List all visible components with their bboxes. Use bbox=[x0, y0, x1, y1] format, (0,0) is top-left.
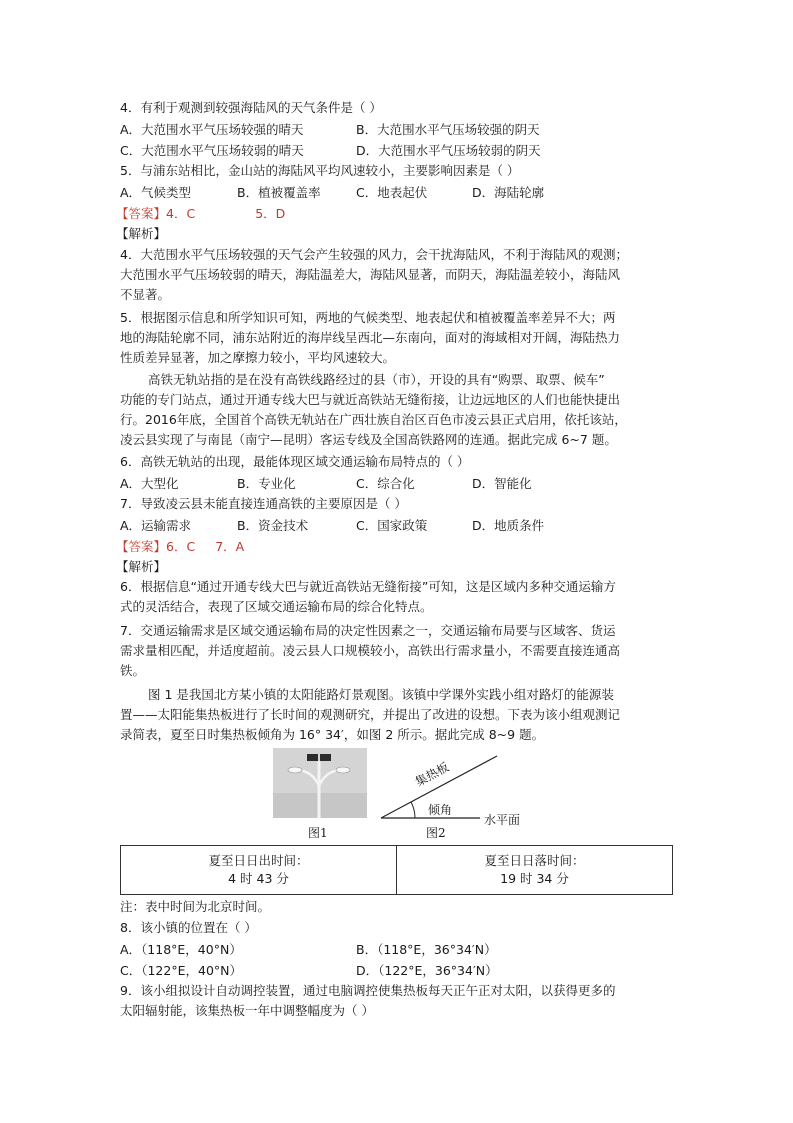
q7-option-b: B．资金技术 bbox=[237, 518, 309, 533]
explanation-7-line2: 需求量相匹配，并适度超前。凌云县人口规模较小，高铁出行需求量小，不需要直接连通高 bbox=[120, 643, 621, 658]
q5-option-c: C．地表起伏 bbox=[356, 185, 428, 200]
question-9-line1: 9．该小组拟设计自动调控装置，通过电脑调控使集热板每天正午正对太阳，以获得更多的 bbox=[120, 983, 616, 998]
q4-option-b: B．大范围水平气压场较强的阴天 bbox=[356, 122, 540, 137]
q6-option-b: B．专业化 bbox=[237, 476, 296, 491]
explanation-4-line1: 4．大范围水平气压场较强的天气会产生较强的风力，会干扰海陆风，不利于海陆风的观测； bbox=[120, 247, 628, 262]
explanation-6-line2: 式的灵活结合，表现了区域交通运输布局的综合化特点。 bbox=[120, 599, 433, 614]
passage-2-line2: 功能的专门站点，通过开通专线大巴与就近高铁站无缝衔接，让边远地区的人们也能快捷出 bbox=[120, 392, 621, 407]
explanation-7-line1: 7．交通运输需求是区域交通运输布局的决定性因素之一，交通运输布局要与区域客、货运 bbox=[120, 623, 616, 638]
panel-label: 集热板 bbox=[412, 759, 452, 790]
sunset-value: 19 时 34 分 bbox=[500, 871, 569, 886]
q8-option-d: D．（122°E，36°34′N） bbox=[356, 963, 498, 978]
angle-label: 倾角 bbox=[428, 803, 453, 817]
passage-2-line1: 高铁无轨站指的是在没有高铁线路经过的县（市），开设的具有“购票、取票、候车” bbox=[148, 372, 605, 387]
solar-streetlamp-photo bbox=[273, 748, 367, 818]
q6-option-c: C．综合化 bbox=[356, 476, 415, 491]
streetlamp-image bbox=[273, 748, 367, 818]
explanation-6-line1: 6．根据信息“通过开通专线大巴与就近高铁站无缝衔接”可知，这是区域内多种交通运输方 bbox=[120, 579, 616, 594]
question-7-stem: 7．导致凌云县未能直接连通高铁的主要原因是（ ） bbox=[120, 496, 407, 511]
analysis-label-2: 【解析】 bbox=[116, 559, 167, 574]
explanation-5-line3: 性质差异显著，加之摩擦力较小，平均风速较大。 bbox=[120, 350, 396, 365]
q5-option-d: D．海陆轮廓 bbox=[472, 185, 545, 200]
passage-2-line3: 行。2016年底，全国首个高铁无轨站在广西壮族自治区百色市凌云县正式启用，依托该站， bbox=[120, 412, 627, 427]
figure-1-caption: 图1 bbox=[308, 826, 328, 840]
angle-arc bbox=[411, 802, 415, 818]
analysis-label: 【解析】 bbox=[116, 226, 167, 241]
q5-option-a: A．气候类型 bbox=[120, 185, 192, 200]
answer-6-7: 【答案】6．C 7．A bbox=[116, 539, 245, 554]
horizontal-plane-label: 水平面 bbox=[484, 813, 521, 827]
passage-2-line4: 凌云县实现了与南昆（南宁—昆明）客运专线及全国高铁路网的连通。据此完成 6~7 题。 bbox=[120, 432, 617, 447]
q5-option-b: B．植被覆盖率 bbox=[237, 185, 321, 200]
sunset-cell bbox=[397, 846, 673, 895]
question-4-stem: 4．有利于观测到较强海陆风的天气条件是（ ） bbox=[120, 100, 382, 115]
passage-3-line3: 录简表，夏至日时集热板倾角为 16° 34′，如图 2 所示。据此完成 8~9 题。 bbox=[120, 727, 545, 742]
q4-option-a: A．大范围水平气压场较强的晴天 bbox=[120, 122, 304, 137]
sunrise-value: 4 时 43 分 bbox=[228, 871, 289, 886]
question-6-stem: 6．高铁无轨站的出现，最能体现区域交通运输布局特点的（ ） bbox=[120, 454, 470, 469]
question-5-stem: 5．与浦东站相比，金山站的海陆风平均风速较小，主要影响因素是（ ） bbox=[120, 163, 520, 178]
passage-3-line1: 图 1 是我国北方某小镇的太阳能路灯景观图。该镇中学课外实践小组对路灯的能源装 bbox=[148, 687, 614, 702]
q7-option-c: C．国家政策 bbox=[356, 518, 428, 533]
q6-option-a: A．大型化 bbox=[120, 476, 179, 491]
q7-option-a: A．运输需求 bbox=[120, 518, 192, 533]
q6-option-d: D．智能化 bbox=[472, 476, 532, 491]
q4-option-d: D．大范围水平气压场较弱的阴天 bbox=[356, 143, 541, 158]
explanation-5-line2: 地的海陆轮廓不同，浦东站附近的海岸线呈西北—东南向，面对的海域相对开阔，海陆热力 bbox=[120, 330, 621, 345]
table-row bbox=[121, 846, 673, 895]
q8-option-a: A．（118°E，40°N） bbox=[120, 942, 242, 957]
figure-2-caption: 图2 bbox=[426, 826, 446, 840]
table-note: 注：表中时间为北京时间。 bbox=[120, 899, 271, 914]
q7-option-d: D．地质条件 bbox=[472, 518, 545, 533]
explanation-4-line2: 大范围水平气压场较弱的晴天，海陆温差大，海陆风显著，而阴天，海陆温差较小，海陆风 bbox=[120, 267, 621, 282]
q8-option-c: C．（122°E，40°N） bbox=[120, 963, 242, 978]
sunrise-label: 夏至日日出时间： bbox=[208, 853, 309, 868]
q8-option-b: B．（118°E，36°34′N） bbox=[356, 942, 497, 957]
explanation-5-line1: 5．根据图示信息和所学知识可知，两地的气候类型、地表起伏和植被覆盖率差异不大；两 bbox=[120, 310, 616, 325]
passage-3-line2: 置——太阳能集热板进行了长时间的观测研究，并提出了改进的设想。下表为该小组观测记 bbox=[120, 707, 621, 722]
question-8-stem: 8．该小镇的位置在（ ） bbox=[120, 920, 257, 935]
answer-4-5: 【答案】4．C 5．D bbox=[116, 206, 286, 221]
q4-option-c: C．大范围水平气压场较弱的晴天 bbox=[120, 143, 304, 158]
observation-table bbox=[120, 845, 673, 895]
sunrise-cell bbox=[121, 846, 397, 895]
explanation-7-line3: 铁。 bbox=[120, 663, 146, 678]
question-9-line2: 太阳辐射能，该集热板一年中调整幅度为（ ） bbox=[120, 1003, 374, 1018]
sunset-label: 夏至日日落时间： bbox=[484, 853, 585, 868]
explanation-4-line3: 不显著。 bbox=[120, 287, 171, 302]
